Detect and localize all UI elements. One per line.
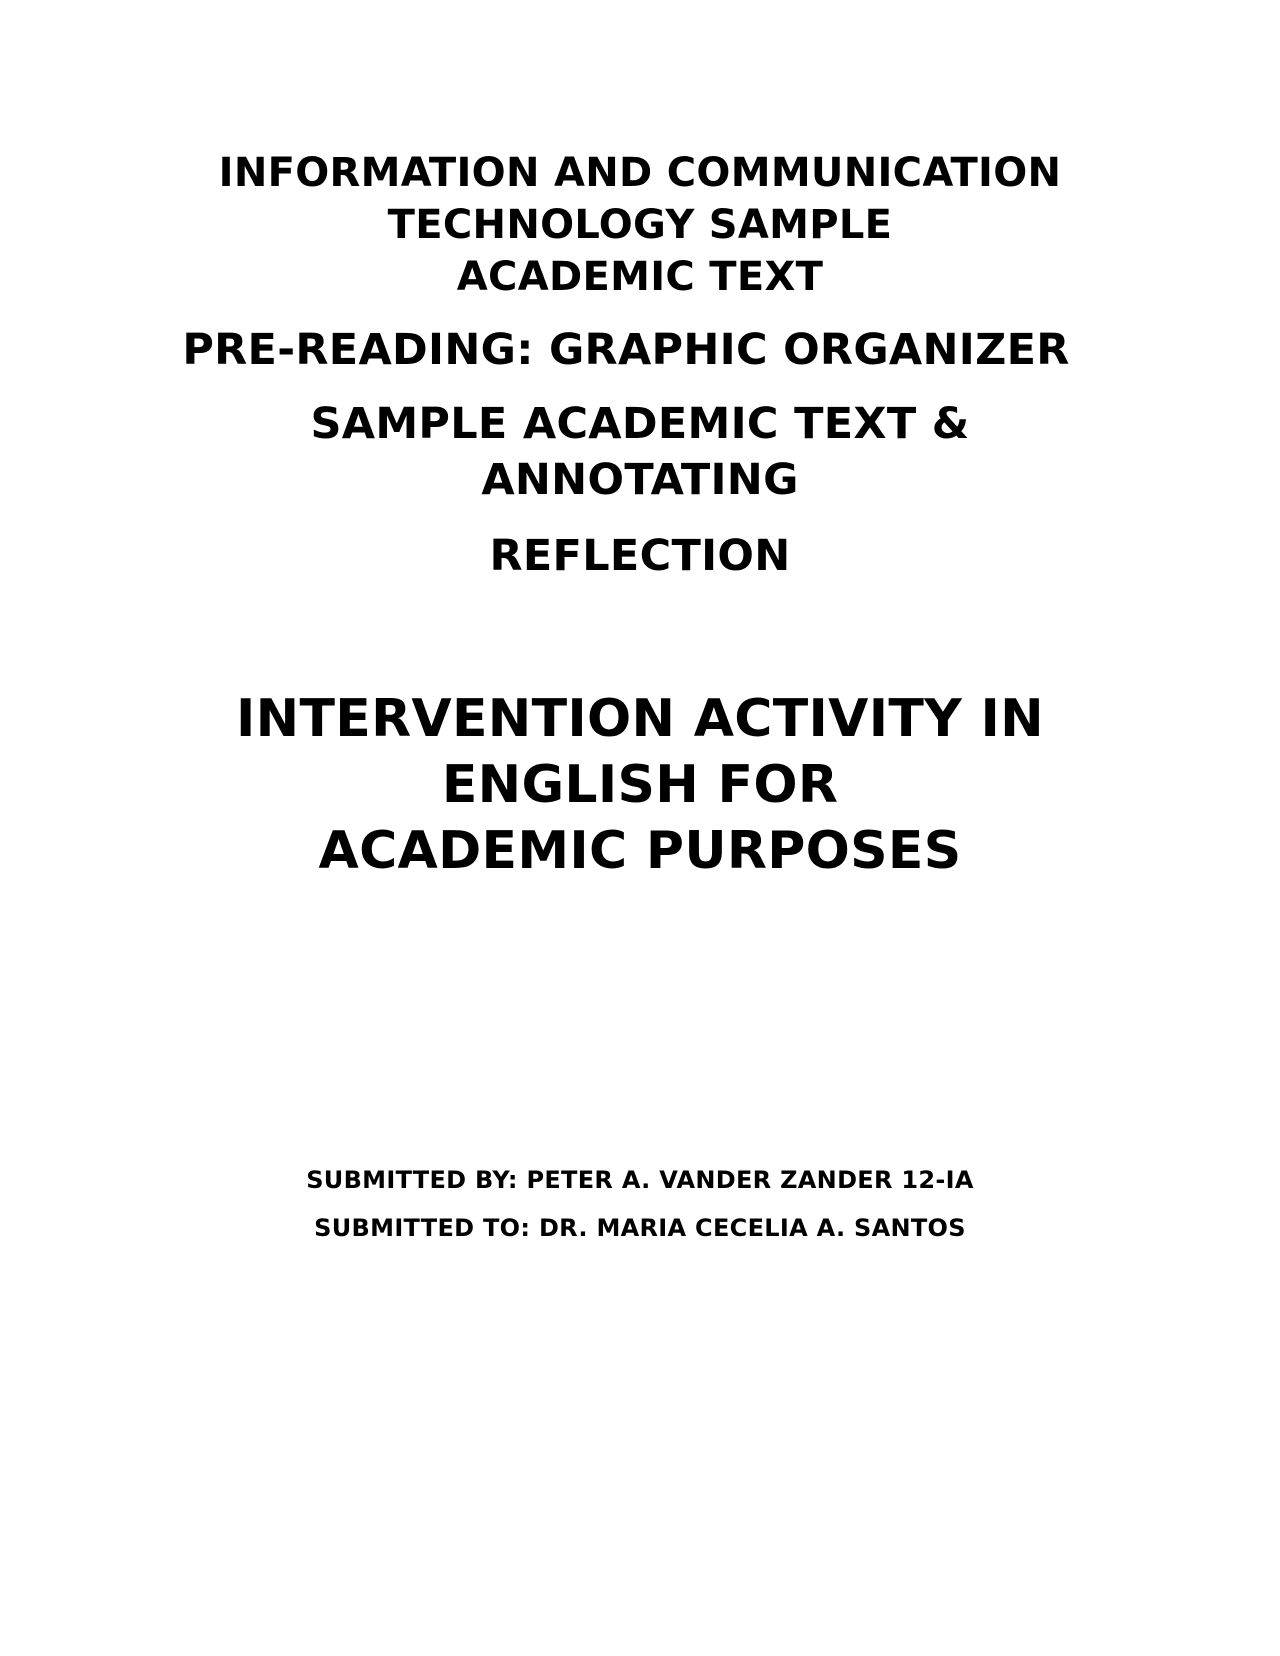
main-title-line-3: ACADEMIC PURPOSES [318, 821, 962, 881]
title-line-1: INFORMATION AND COMMUNICATION [218, 150, 1062, 196]
main-title-line-2: ENGLISH FOR [441, 755, 839, 815]
submitted-by: SUBMITTED BY: PETER A. VANDER ZANDER 12-IA [306, 1166, 974, 1194]
title-line-2: TECHNOLOGY SAMPLE [387, 202, 893, 248]
main-title-line-1: INTERVENTION ACTIVITY IN [236, 689, 1044, 749]
title-line-3: ACADEMIC TEXT [456, 254, 824, 300]
section-sample-line-1: SAMPLE ACADEMIC TEXT & [310, 399, 970, 449]
section-reflection: REFLECTION [489, 531, 791, 581]
submitted-to: SUBMITTED TO: DR. MARIA CECELIA A. SANTOS [314, 1214, 966, 1242]
section-sample-line-2: ANNOTATING [481, 455, 799, 505]
section-pre-reading: PRE-READING: GRAPHIC ORGANIZER [182, 325, 1070, 375]
